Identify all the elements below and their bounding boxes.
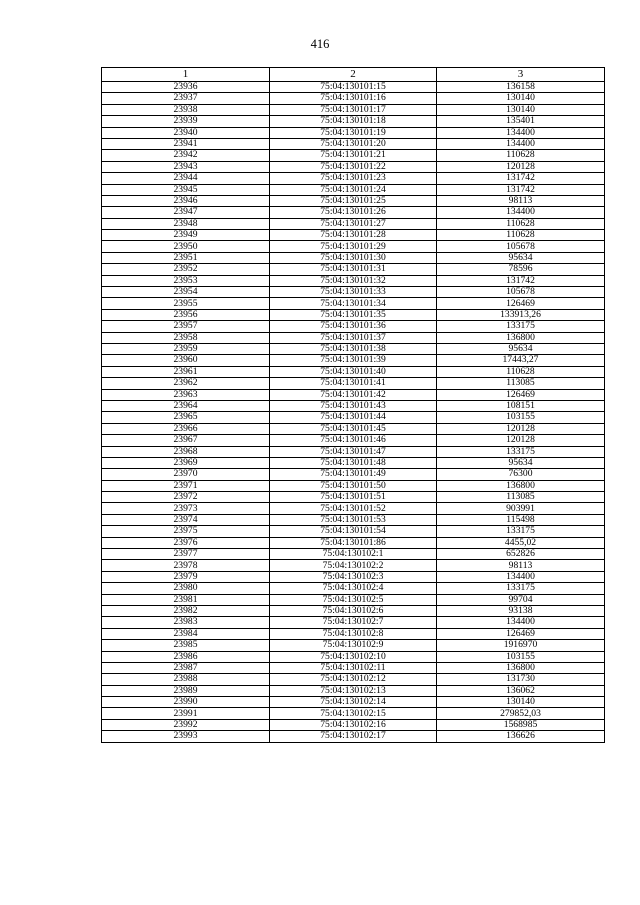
- cell-cadastral-number: 75:04:130101:15: [270, 82, 437, 93]
- table-row: [102, 514, 605, 525]
- cell-value: 134400: [437, 571, 605, 582]
- cell-cadastral-number: 75:04:130102:17: [270, 731, 437, 742]
- table-row: [102, 492, 605, 503]
- cell-number: 23966: [102, 423, 270, 434]
- cell-value: 133175: [437, 583, 605, 594]
- table-row: [102, 583, 605, 594]
- table-row: [102, 628, 605, 639]
- cell-number: 23976: [102, 537, 270, 548]
- cell-value: 279852,03: [437, 708, 605, 719]
- cell-number: 23951: [102, 252, 270, 263]
- table-row: [102, 241, 605, 252]
- cell-number: 23963: [102, 389, 270, 400]
- table-row: [102, 252, 605, 263]
- cell-number: 23950: [102, 241, 270, 252]
- cell-cadastral-number: 75:04:130101:32: [270, 275, 437, 286]
- cell-cadastral-number: 75:04:130101:40: [270, 366, 437, 377]
- cell-number: 23958: [102, 332, 270, 343]
- cell-value: 133175: [437, 321, 605, 332]
- cell-number: 23968: [102, 446, 270, 457]
- cell-cadastral-number: 75:04:130101:48: [270, 457, 437, 468]
- cell-number: 23981: [102, 594, 270, 605]
- table-row: [102, 400, 605, 411]
- cell-cadastral-number: 75:04:130101:21: [270, 150, 437, 161]
- table-row: [102, 82, 605, 93]
- cell-value: 130140: [437, 697, 605, 708]
- cell-number: 23970: [102, 469, 270, 480]
- cell-cadastral-number: 75:04:130102:12: [270, 674, 437, 685]
- cell-cadastral-number: 75:04:130102:7: [270, 617, 437, 628]
- cell-value: 131742: [437, 173, 605, 184]
- cell-cadastral-number: 75:04:130101:47: [270, 446, 437, 457]
- cell-value: 115498: [437, 514, 605, 525]
- cell-value: 17443,27: [437, 355, 605, 366]
- cell-value: 131742: [437, 275, 605, 286]
- cell-number: 23940: [102, 127, 270, 138]
- table-row: [102, 173, 605, 184]
- cell-cadastral-number: 75:04:130101:23: [270, 173, 437, 184]
- cell-number: 23984: [102, 628, 270, 639]
- table-row: [102, 457, 605, 468]
- cell-value: 103155: [437, 412, 605, 423]
- cell-number: 23942: [102, 150, 270, 161]
- table-header-row: [102, 68, 605, 82]
- cell-value: 136626: [437, 731, 605, 742]
- cell-value: 133913,26: [437, 309, 605, 320]
- table-row: [102, 469, 605, 480]
- cell-number: 23947: [102, 207, 270, 218]
- cell-number: 23969: [102, 457, 270, 468]
- table-row: [102, 104, 605, 115]
- cell-number: 23990: [102, 697, 270, 708]
- cell-value: 99704: [437, 594, 605, 605]
- cell-value: 136800: [437, 480, 605, 491]
- cell-cadastral-number: 75:04:130102:8: [270, 628, 437, 639]
- cell-number: 23945: [102, 184, 270, 195]
- table-row: [102, 526, 605, 537]
- cell-number: 23985: [102, 640, 270, 651]
- cell-cadastral-number: 75:04:130102:15: [270, 708, 437, 719]
- table-row: [102, 116, 605, 127]
- table-row: [102, 150, 605, 161]
- cell-cadastral-number: 75:04:130102:3: [270, 571, 437, 582]
- cell-number: 23952: [102, 264, 270, 275]
- cell-cadastral-number: 75:04:130101:36: [270, 321, 437, 332]
- cell-number: 23960: [102, 355, 270, 366]
- cell-number: 23983: [102, 617, 270, 628]
- cell-number: 23944: [102, 173, 270, 184]
- cell-cadastral-number: 75:04:130101:29: [270, 241, 437, 252]
- table-row: [102, 230, 605, 241]
- cell-value: 134400: [437, 138, 605, 149]
- table-row: [102, 355, 605, 366]
- cell-number: 23972: [102, 492, 270, 503]
- table-row: [102, 218, 605, 229]
- cell-value: 1916970: [437, 640, 605, 651]
- cell-cadastral-number: 75:04:130101:30: [270, 252, 437, 263]
- table-row: [102, 412, 605, 423]
- cell-cadastral-number: 75:04:130101:22: [270, 161, 437, 172]
- table-row: [102, 651, 605, 662]
- cell-number: 23939: [102, 116, 270, 127]
- cell-cadastral-number: 75:04:130101:41: [270, 378, 437, 389]
- table-row: [102, 287, 605, 298]
- cell-cadastral-number: 75:04:130101:18: [270, 116, 437, 127]
- table-row: [102, 207, 605, 218]
- cell-value: 93138: [437, 605, 605, 616]
- data-table: [101, 67, 605, 743]
- table-row: [102, 435, 605, 446]
- cell-number: 23962: [102, 378, 270, 389]
- cell-number: 23986: [102, 651, 270, 662]
- cell-cadastral-number: 75:04:130101:42: [270, 389, 437, 400]
- cell-value: 98113: [437, 195, 605, 206]
- cell-value: 903991: [437, 503, 605, 514]
- cell-value: 120128: [437, 435, 605, 446]
- cell-cadastral-number: 75:04:130101:20: [270, 138, 437, 149]
- table-row: [102, 674, 605, 685]
- cell-value: 105678: [437, 241, 605, 252]
- cell-number: 23938: [102, 104, 270, 115]
- cell-number: 23946: [102, 195, 270, 206]
- table-body: [102, 82, 605, 743]
- cell-value: 134400: [437, 127, 605, 138]
- cell-cadastral-number: 75:04:130101:26: [270, 207, 437, 218]
- cell-cadastral-number: 75:04:130101:35: [270, 309, 437, 320]
- cell-cadastral-number: 75:04:130101:34: [270, 298, 437, 309]
- cell-value: 105678: [437, 287, 605, 298]
- cell-cadastral-number: 75:04:130101:27: [270, 218, 437, 229]
- cell-number: 23980: [102, 583, 270, 594]
- cell-cadastral-number: 75:04:130101:38: [270, 343, 437, 354]
- cell-number: 23961: [102, 366, 270, 377]
- cell-value: 126469: [437, 298, 605, 309]
- cell-value: 136800: [437, 332, 605, 343]
- cell-number: 23953: [102, 275, 270, 286]
- cell-value: 95634: [437, 457, 605, 468]
- cell-value: 95634: [437, 252, 605, 263]
- table-row: [102, 731, 605, 742]
- cell-value: 110628: [437, 218, 605, 229]
- cell-value: 78596: [437, 264, 605, 275]
- table-row: [102, 617, 605, 628]
- table-row: [102, 161, 605, 172]
- cell-number: 23989: [102, 685, 270, 696]
- cell-cadastral-number: 75:04:130101:25: [270, 195, 437, 206]
- table-row: [102, 446, 605, 457]
- cell-value: 110628: [437, 150, 605, 161]
- cell-value: 98113: [437, 560, 605, 571]
- cell-cadastral-number: 75:04:130101:44: [270, 412, 437, 423]
- table-row: [102, 571, 605, 582]
- cell-number: 23977: [102, 549, 270, 560]
- cell-number: 23971: [102, 480, 270, 491]
- cell-number: 23975: [102, 526, 270, 537]
- cell-value: 135401: [437, 116, 605, 127]
- cell-cadastral-number: 75:04:130102:13: [270, 685, 437, 696]
- cell-value: 120128: [437, 423, 605, 434]
- cell-cadastral-number: 75:04:130101:16: [270, 93, 437, 104]
- cell-number: 23948: [102, 218, 270, 229]
- cell-cadastral-number: 75:04:130101:17: [270, 104, 437, 115]
- table-row: [102, 298, 605, 309]
- cell-number: 23991: [102, 708, 270, 719]
- cell-number: 23959: [102, 343, 270, 354]
- cell-number: 23992: [102, 719, 270, 730]
- table-row: [102, 685, 605, 696]
- table-row: [102, 594, 605, 605]
- table-row: [102, 423, 605, 434]
- cell-number: 23979: [102, 571, 270, 582]
- cell-cadastral-number: 75:04:130101:52: [270, 503, 437, 514]
- cell-value: 76300: [437, 469, 605, 480]
- cell-number: 23973: [102, 503, 270, 514]
- table-row: [102, 138, 605, 149]
- cell-value: 126469: [437, 628, 605, 639]
- cell-cadastral-number: 75:04:130102:2: [270, 560, 437, 571]
- table-row: [102, 93, 605, 104]
- table-row: [102, 275, 605, 286]
- cell-number: 23956: [102, 309, 270, 320]
- cell-number: 23988: [102, 674, 270, 685]
- table-row: [102, 321, 605, 332]
- table-row: [102, 480, 605, 491]
- table-row: [102, 127, 605, 138]
- cell-number: 23967: [102, 435, 270, 446]
- cell-number: 23943: [102, 161, 270, 172]
- cell-value: 136158: [437, 82, 605, 93]
- cell-value: 130140: [437, 93, 605, 104]
- cell-value: 103155: [437, 651, 605, 662]
- cell-cadastral-number: 75:04:130101:46: [270, 435, 437, 446]
- table-row: [102, 309, 605, 320]
- cell-cadastral-number: 75:04:130101:86: [270, 537, 437, 548]
- table-row: [102, 184, 605, 195]
- table-row: [102, 560, 605, 571]
- table-row: [102, 264, 605, 275]
- cell-number: 23949: [102, 230, 270, 241]
- cell-cadastral-number: 75:04:130102:11: [270, 662, 437, 673]
- table-row: [102, 719, 605, 730]
- table-row: [102, 537, 605, 548]
- cell-cadastral-number: 75:04:130101:33: [270, 287, 437, 298]
- page-number: 416: [310, 37, 330, 51]
- table-row: [102, 195, 605, 206]
- cell-number: 23941: [102, 138, 270, 149]
- cell-number: 23993: [102, 731, 270, 742]
- cell-value: 4455,02: [437, 537, 605, 548]
- cell-cadastral-number: 75:04:130101:19: [270, 127, 437, 138]
- cell-value: 130140: [437, 104, 605, 115]
- cell-cadastral-number: 75:04:130102:1: [270, 549, 437, 560]
- cell-value: 113085: [437, 378, 605, 389]
- cell-value: 126469: [437, 389, 605, 400]
- cell-number: 23982: [102, 605, 270, 616]
- cell-cadastral-number: 75:04:130101:51: [270, 492, 437, 503]
- cell-cadastral-number: 75:04:130102:9: [270, 640, 437, 651]
- cell-value: 136800: [437, 662, 605, 673]
- cell-cadastral-number: 75:04:130102:10: [270, 651, 437, 662]
- cell-value: 1568985: [437, 719, 605, 730]
- cell-value: 113085: [437, 492, 605, 503]
- cell-cadastral-number: 75:04:130101:28: [270, 230, 437, 241]
- column-header-2: 2: [270, 68, 437, 82]
- table-row: [102, 503, 605, 514]
- table-row: [102, 332, 605, 343]
- cell-value: 95634: [437, 343, 605, 354]
- cell-cadastral-number: 75:04:130101:24: [270, 184, 437, 195]
- cell-value: 133175: [437, 446, 605, 457]
- cell-value: 108151: [437, 400, 605, 411]
- cell-number: 23936: [102, 82, 270, 93]
- cell-value: 110628: [437, 230, 605, 241]
- cell-cadastral-number: 75:04:130101:37: [270, 332, 437, 343]
- table-row: [102, 549, 605, 560]
- cell-number: 23964: [102, 400, 270, 411]
- table-row: [102, 605, 605, 616]
- cell-value: 110628: [437, 366, 605, 377]
- cell-value: 133175: [437, 526, 605, 537]
- column-header-3: 3: [437, 68, 605, 82]
- cell-number: 23987: [102, 662, 270, 673]
- cell-cadastral-number: 75:04:130101:43: [270, 400, 437, 411]
- cell-cadastral-number: 75:04:130101:50: [270, 480, 437, 491]
- table-row: [102, 708, 605, 719]
- table-row: [102, 343, 605, 354]
- cell-value: 131730: [437, 674, 605, 685]
- table-row: [102, 662, 605, 673]
- cell-value: 134400: [437, 207, 605, 218]
- cell-number: 23957: [102, 321, 270, 332]
- column-header-1: 1: [102, 68, 270, 82]
- cell-cadastral-number: 75:04:130102:5: [270, 594, 437, 605]
- cell-cadastral-number: 75:04:130101:54: [270, 526, 437, 537]
- cell-value: 134400: [437, 617, 605, 628]
- table-row: [102, 378, 605, 389]
- table-row: [102, 389, 605, 400]
- cell-cadastral-number: 75:04:130101:31: [270, 264, 437, 275]
- cell-number: 23937: [102, 93, 270, 104]
- cell-cadastral-number: 75:04:130102:14: [270, 697, 437, 708]
- cell-number: 23978: [102, 560, 270, 571]
- table-row: [102, 640, 605, 651]
- cell-value: 652826: [437, 549, 605, 560]
- cell-cadastral-number: 75:04:130102:6: [270, 605, 437, 616]
- cell-cadastral-number: 75:04:130101:45: [270, 423, 437, 434]
- cell-cadastral-number: 75:04:130101:49: [270, 469, 437, 480]
- cell-number: 23965: [102, 412, 270, 423]
- cell-cadastral-number: 75:04:130102:16: [270, 719, 437, 730]
- table-row: [102, 366, 605, 377]
- cell-number: 23954: [102, 287, 270, 298]
- cell-cadastral-number: 75:04:130101:53: [270, 514, 437, 525]
- cell-value: 120128: [437, 161, 605, 172]
- cell-value: 136062: [437, 685, 605, 696]
- cell-cadastral-number: 75:04:130102:4: [270, 583, 437, 594]
- table-row: [102, 697, 605, 708]
- cell-cadastral-number: 75:04:130101:39: [270, 355, 437, 366]
- cell-value: 131742: [437, 184, 605, 195]
- cell-number: 23974: [102, 514, 270, 525]
- cell-number: 23955: [102, 298, 270, 309]
